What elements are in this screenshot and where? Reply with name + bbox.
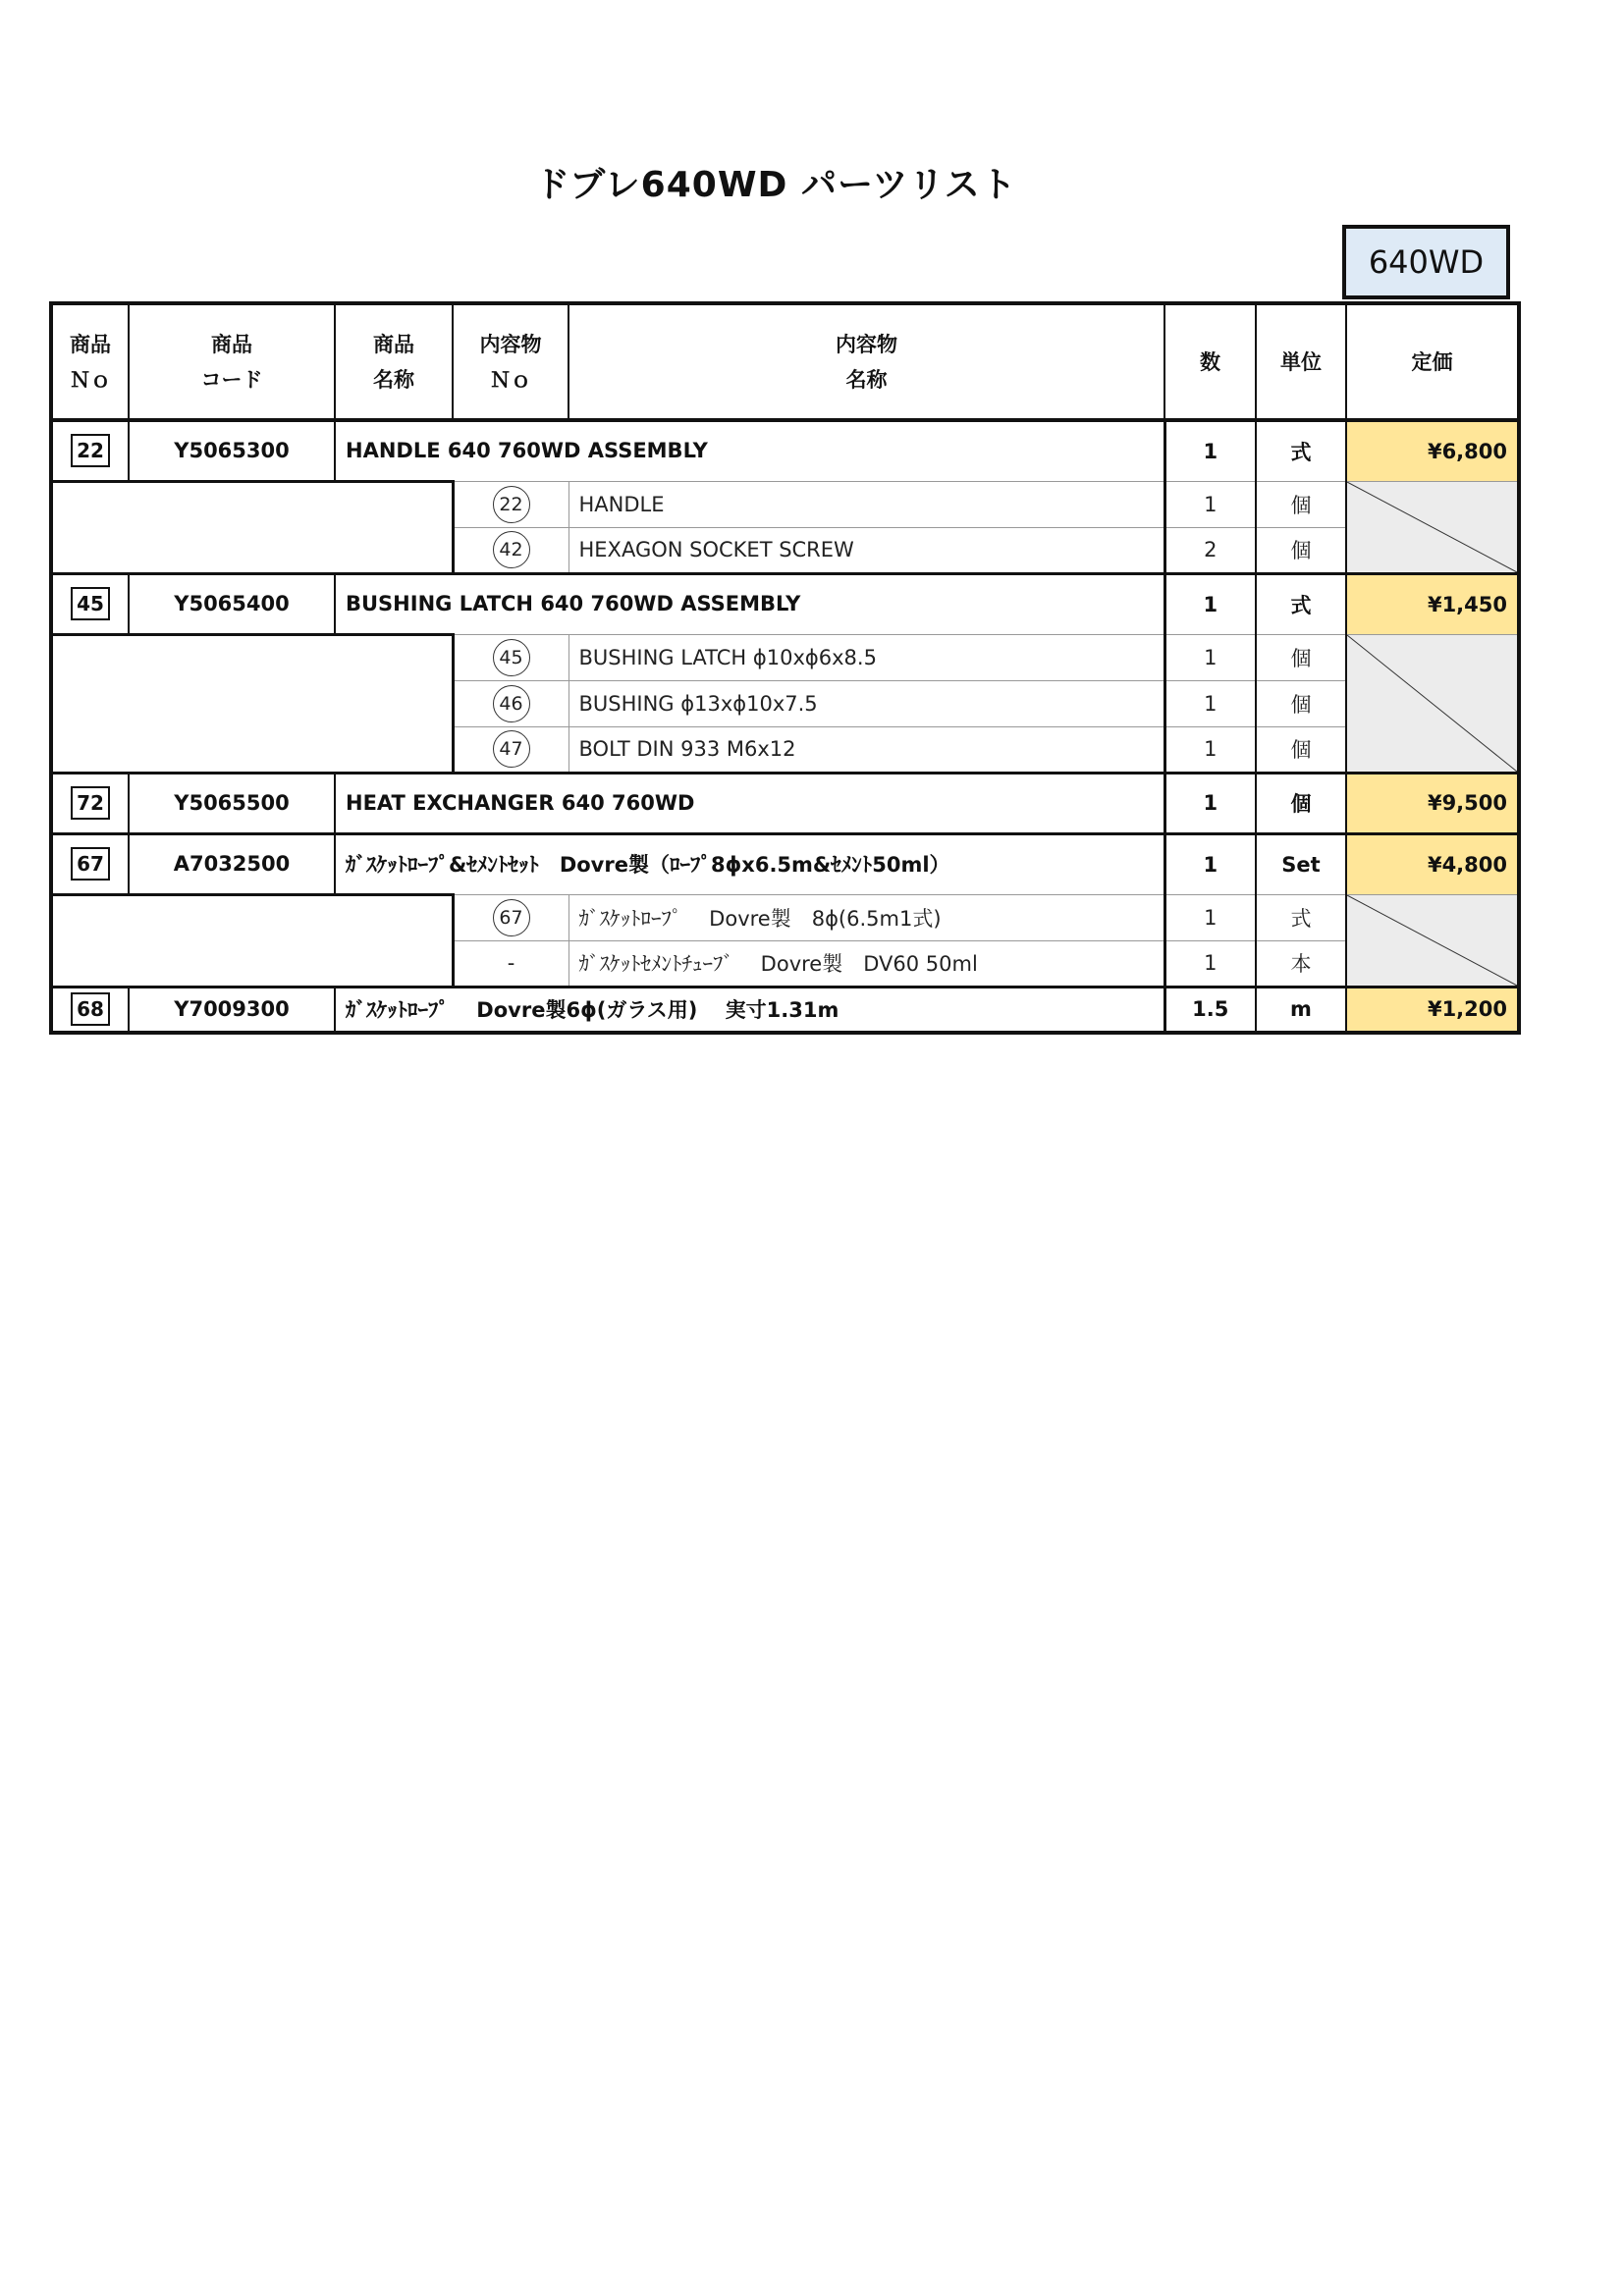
content-no-cell	[453, 726, 568, 773]
item-no-badge: 22	[71, 434, 110, 467]
content-row	[51, 634, 1519, 680]
content-no-circle: 67	[493, 899, 530, 936]
content-unit: 個	[1256, 527, 1346, 573]
header-content-no: 内容物 Ｎｏ	[453, 303, 568, 420]
item-code: Y5065500	[129, 773, 335, 833]
content-no-cell	[453, 894, 568, 940]
item-code: Y5065400	[129, 573, 335, 634]
item-qty: 1	[1164, 420, 1256, 481]
diagonal-strike-icon	[1347, 635, 1517, 772]
header-price: 定価	[1346, 303, 1519, 420]
content-qty: 1	[1164, 634, 1256, 680]
content-no-cell	[453, 481, 568, 527]
content-name: BUSHING ϕ13xϕ10x7.5	[568, 680, 1164, 726]
content-unit: 個	[1256, 726, 1346, 773]
content-row	[51, 481, 1519, 527]
item-price: ¥4,800	[1346, 833, 1519, 894]
item-qty: 1.5	[1164, 987, 1256, 1033]
item-row	[51, 833, 1519, 894]
item-code: Y7009300	[129, 987, 335, 1033]
content-unit: 式	[1256, 894, 1346, 940]
blank-cell	[51, 634, 453, 773]
item-price: ¥9,500	[1346, 773, 1519, 833]
item-unit: Set	[1256, 833, 1346, 894]
item-unit: 個	[1256, 773, 1346, 833]
item-row	[51, 420, 1519, 481]
diagonal-strike-icon	[1347, 482, 1517, 572]
header-row	[51, 303, 1519, 420]
item-no-badge: 67	[71, 847, 110, 881]
content-qty: 1	[1164, 680, 1256, 726]
content-qty: 2	[1164, 527, 1256, 573]
content-row	[51, 894, 1519, 940]
item-row	[51, 573, 1519, 634]
content-name: HEXAGON SOCKET SCREW	[568, 527, 1164, 573]
content-no-cell	[453, 940, 568, 987]
item-qty: 1	[1164, 833, 1256, 894]
item-code: A7032500	[129, 833, 335, 894]
content-qty: 1	[1164, 726, 1256, 773]
content-qty: 1	[1164, 894, 1256, 940]
content-unit: 個	[1256, 680, 1346, 726]
item-name: ｶﾞｽｹｯﾄﾛｰﾌﾟ Dovre製6ϕ(ガラス用) 実寸1.31m	[335, 987, 1164, 1033]
header-no: 商品 Ｎｏ	[51, 303, 129, 420]
content-no-circle: 47	[493, 730, 530, 768]
header-unit: 単位	[1256, 303, 1346, 420]
item-price: ¥6,800	[1346, 420, 1519, 481]
blank-cell	[51, 894, 453, 987]
item-row	[51, 987, 1519, 1033]
content-unit: 個	[1256, 634, 1346, 680]
content-unit: 個	[1256, 481, 1346, 527]
content-name: ｶﾞｽｹｯﾄｾﾒﾝﾄﾁｭｰﾌﾞ Dovre製 DV60 50ml	[568, 940, 1164, 987]
item-name: HEAT EXCHANGER 640 760WD	[335, 773, 1164, 833]
header-content-name: 内容物 名称	[568, 303, 1164, 420]
item-no-badge: 68	[71, 992, 110, 1026]
content-no-cell	[453, 680, 568, 726]
item-no-cell	[51, 773, 129, 833]
content-no-circle: 22	[493, 486, 530, 523]
item-qty: 1	[1164, 573, 1256, 634]
item-name: BUSHING LATCH 640 760WD ASSEMBLY	[335, 573, 1164, 634]
content-qty: 1	[1164, 940, 1256, 987]
page-title: ドブレ640WD パーツリスト	[534, 165, 1017, 205]
item-no-badge: 72	[71, 786, 110, 820]
header-code: 商品 コード	[129, 303, 335, 420]
no-price-cell	[1346, 481, 1519, 573]
content-no-circle: 46	[493, 685, 530, 722]
model-label: 640WD	[1342, 225, 1510, 299]
item-name: ｶﾞｽｹｯﾄﾛｰﾌﾟ&ｾﾒﾝﾄｾｯﾄ Dovre製（ﾛｰﾌﾟ8ϕx6.5m&ｾﾒﾝﾄ50ml）	[335, 833, 1164, 894]
item-unit: 式	[1256, 573, 1346, 634]
parts-table	[49, 301, 1521, 1035]
content-no-cell	[453, 634, 568, 680]
item-unit: 式	[1256, 420, 1346, 481]
no-price-cell	[1346, 634, 1519, 773]
content-name: HANDLE	[568, 481, 1164, 527]
no-price-cell	[1346, 894, 1519, 987]
content-no-circle: 45	[493, 639, 530, 676]
diagonal-strike-icon	[1347, 895, 1517, 986]
item-row	[51, 773, 1519, 833]
item-price: ¥1,450	[1346, 573, 1519, 634]
item-code: Y5065300	[129, 420, 335, 481]
content-name: BOLT DIN 933 M6x12	[568, 726, 1164, 773]
content-no-cell	[453, 527, 568, 573]
content-unit: 本	[1256, 940, 1346, 987]
content-name: BUSHING LATCH ϕ10xϕ6x8.5	[568, 634, 1164, 680]
item-unit: m	[1256, 987, 1346, 1033]
header-name: 商品 名称	[335, 303, 453, 420]
content-no: -	[507, 951, 515, 975]
content-no-circle: 42	[493, 531, 530, 568]
blank-cell	[51, 481, 453, 573]
item-no-cell	[51, 420, 129, 481]
item-price: ¥1,200	[1346, 987, 1519, 1033]
content-qty: 1	[1164, 481, 1256, 527]
content-name: ｶﾞｽｹｯﾄﾛｰﾌﾟ Dovre製 8ϕ(6.5m1式)	[568, 894, 1164, 940]
item-no-badge: 45	[71, 587, 110, 620]
item-no-cell	[51, 833, 129, 894]
header-qty: 数	[1164, 303, 1256, 420]
item-no-cell	[51, 573, 129, 634]
item-qty: 1	[1164, 773, 1256, 833]
item-no-cell	[51, 987, 129, 1033]
item-name: HANDLE 640 760WD ASSEMBLY	[335, 420, 1164, 481]
